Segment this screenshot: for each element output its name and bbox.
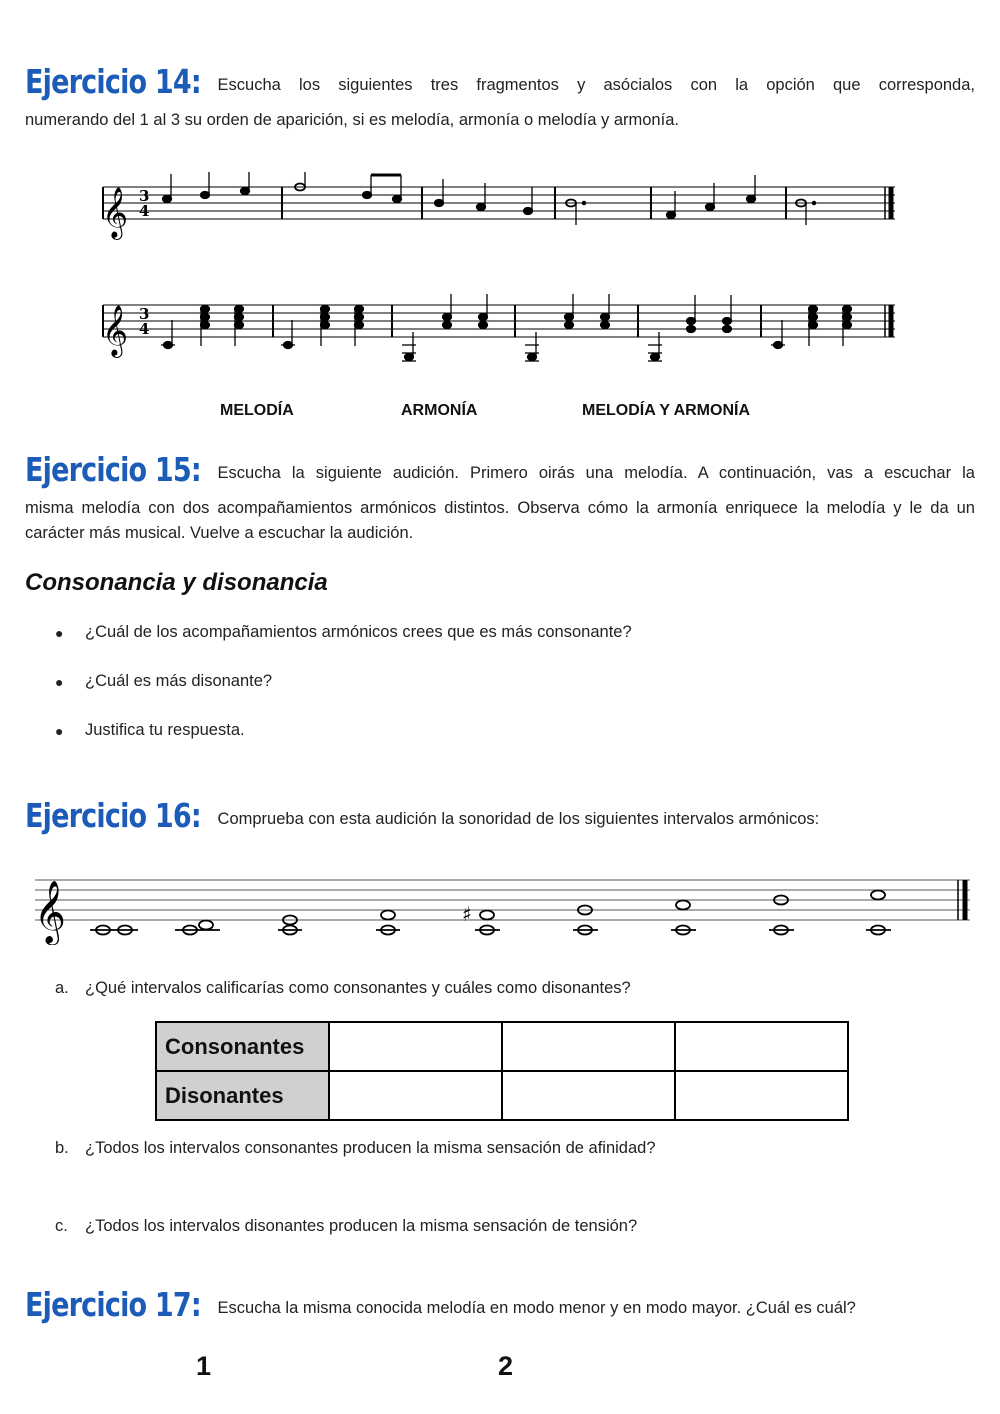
ex16-question-a: a. ¿Qué intervalos calificarías como consonantes y cuáles como disonantes? (55, 979, 631, 997)
option-melodia-y-armonia: MELODÍA Y ARMONÍA (582, 402, 751, 419)
ex16-intervals-score (30, 860, 975, 945)
answer-cell[interactable] (502, 1022, 675, 1071)
ex17-title: Ejercicio 17: (25, 1285, 201, 1324)
ex14-header (25, 62, 975, 101)
consonancia-question (25, 623, 632, 642)
question-text: Justifica tu respuesta. (85, 721, 245, 739)
answer-number-2: 2 (498, 1351, 514, 1381)
answer-cell[interactable] (502, 1071, 675, 1120)
treble-clef-icon: 𝄞 (34, 880, 66, 943)
ex16-instruction: Comprueba con esta audición la sonoridad de los siguientes intervalos armónicos: (217, 810, 820, 828)
ex14-instruction-cont: numerando del 1 al 3 su orden de aparición, si es melodía, armonía o melodía y armonía. (25, 111, 679, 129)
ex15-title: Ejercicio 15: (25, 450, 201, 489)
ex14-title: Ejercicio 14: (25, 62, 201, 101)
ex14-score-harmony (95, 290, 905, 372)
ex17-header (25, 1285, 856, 1324)
consonancia-question (25, 672, 272, 691)
answer-cell[interactable] (329, 1022, 502, 1071)
answer-cell[interactable] (675, 1071, 848, 1120)
consonancia-heading: Consonancia y disonancia (25, 569, 328, 596)
sharp-icon: ♯ (462, 902, 472, 926)
time-sig-top: 3 (139, 305, 150, 323)
ex16-header (25, 796, 819, 835)
ex17-instruction: Escucha la misma conocida melodía en modo menor y en modo mayor. ¿Cuál es cuál? (217, 1299, 856, 1317)
ex16-title: Ejercicio 16: (25, 796, 201, 835)
answer-cell[interactable] (329, 1071, 502, 1120)
treble-clef-icon: 𝄞 (102, 187, 129, 238)
ex14-score-melody (95, 172, 905, 250)
answer-cell[interactable] (675, 1022, 848, 1071)
option-armonia: ARMONÍA (401, 402, 478, 419)
row-label-consonantes: Consonantes (156, 1022, 329, 1071)
treble-clef-icon: 𝄞 (102, 305, 129, 356)
question-text: ¿Cuál es más disonante? (85, 672, 273, 690)
consonance-table (155, 1021, 849, 1121)
ex15-instruction: Escucha la siguiente audición. Primero oirás una melodía. A continuación, vas a escuchar la (217, 464, 975, 482)
ex15-instruction-cont: misma melodía con dos acompañamientos armónicos distintos. Observa cómo la armonía enriquece la melodía y le da un carácter más musical. Vuelve a escuchar la audición. (25, 499, 975, 542)
answer-number-1: 1 (196, 1351, 212, 1381)
ex14-instruction: Escucha los siguientes tres fragmentos y asócialos con la opción que corresponda, (217, 76, 975, 94)
table-row (156, 1071, 848, 1120)
ex16-question-c: c. ¿Todos los intervalos disonantes producen la misma sensación de tensión? (55, 1217, 638, 1235)
ex15-header (25, 450, 975, 489)
table-row (156, 1022, 848, 1071)
time-sig-bottom: 4 (139, 320, 150, 338)
consonancia-question (25, 721, 245, 740)
bullet-icon: ● (55, 722, 64, 739)
bullet-icon: ● (55, 624, 64, 641)
option-melodia: MELODÍA (220, 402, 294, 419)
time-sig-bottom: 4 (139, 202, 150, 220)
bullet-icon: ● (55, 673, 64, 690)
time-sig-top: 3 (139, 187, 150, 205)
ex16-question-b: b. ¿Todos los intervalos consonantes producen la misma sensación de afinidad? (55, 1139, 656, 1157)
row-label-disonantes: Disonantes (156, 1071, 329, 1120)
question-text: ¿Cuál de los acompañamientos armónicos crees que es más consonante? (85, 623, 632, 641)
